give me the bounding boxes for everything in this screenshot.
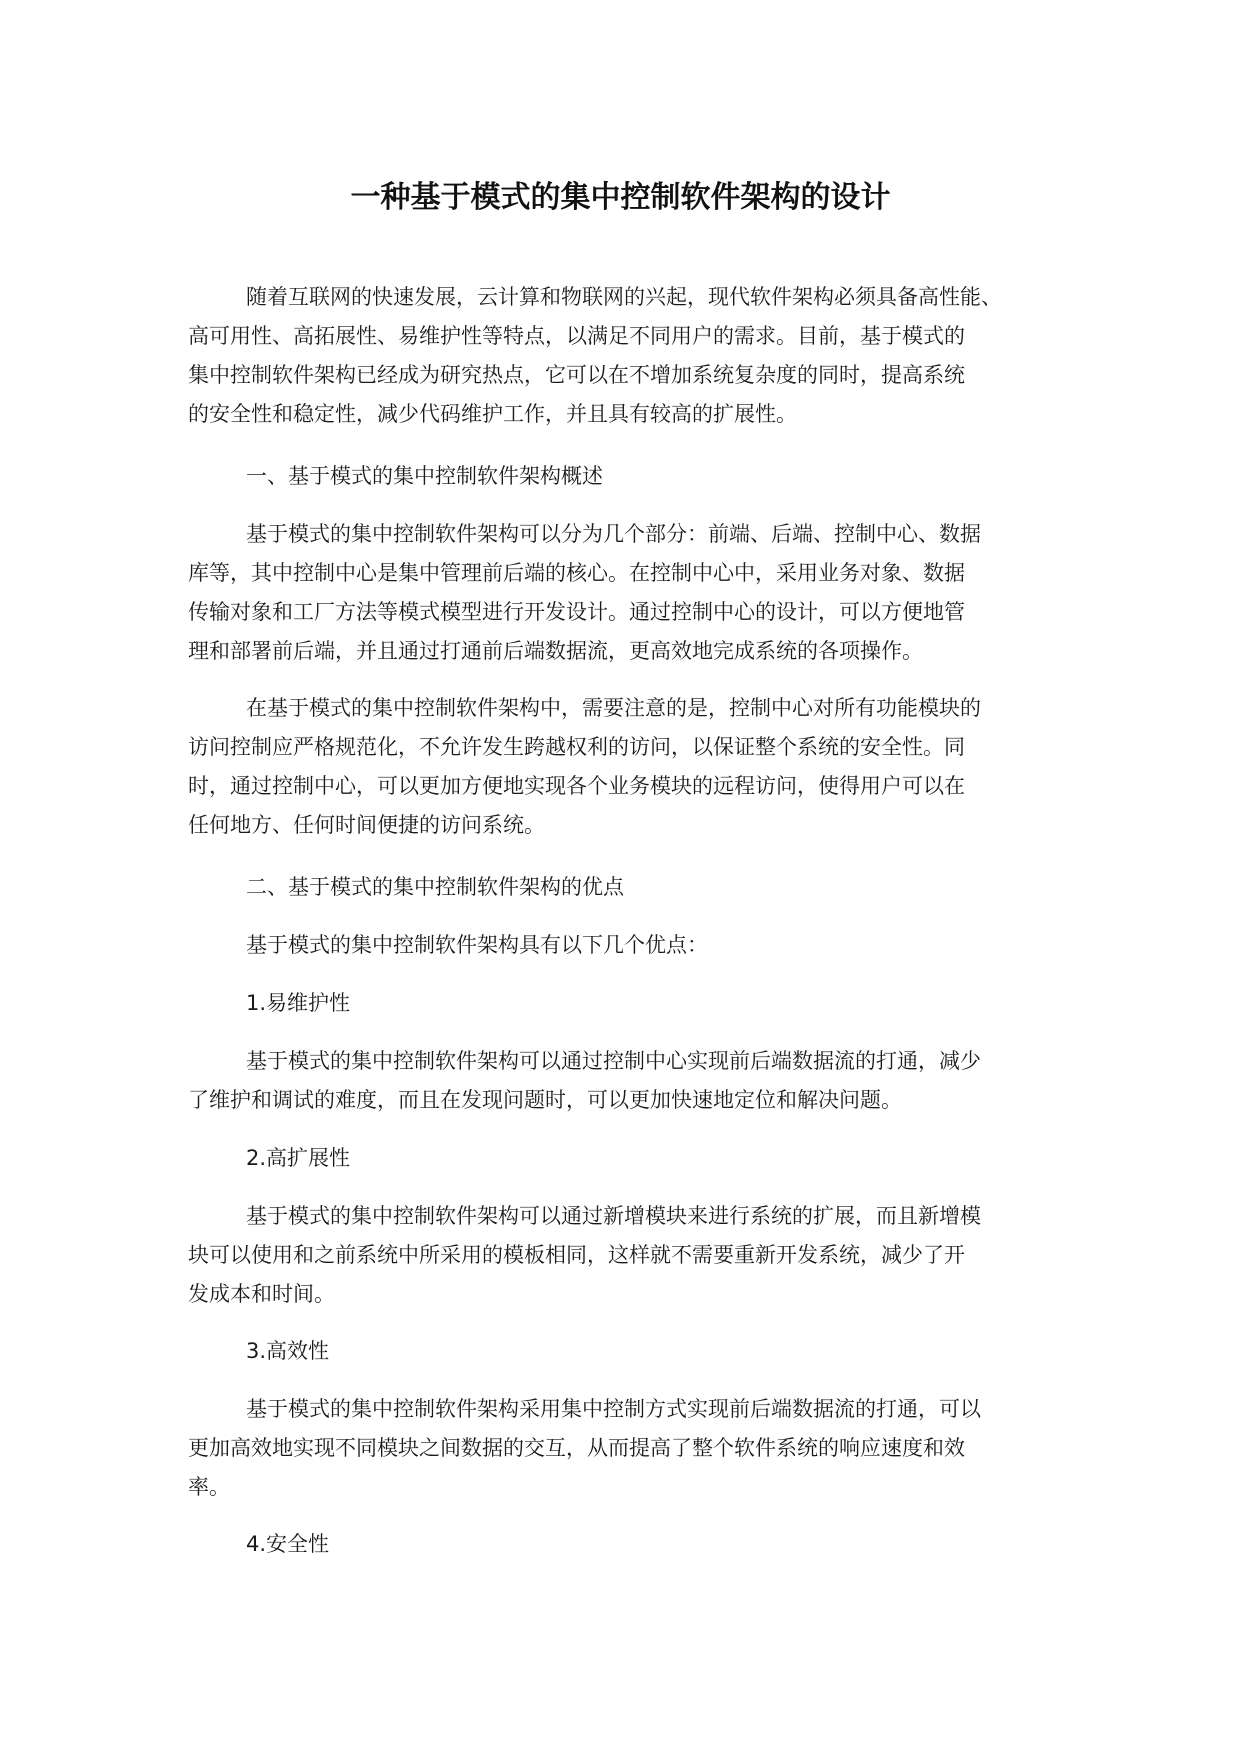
paragraph-line: 库等，其中控制中心是集中管理前后端的核心。在控制中心中，采用业务对象、数据 bbox=[188, 561, 965, 585]
maintainability-paragraph bbox=[188, 1042, 981, 1120]
paragraph-line: 时，通过控制中心，可以更加方便地实现各个业务模块的远程访问，使得用户可以在 bbox=[188, 774, 965, 798]
paragraph-line: 传输对象和工厂方法等模式模型进行开发设计。通过控制中心的设计，可以方便地管 bbox=[188, 600, 965, 624]
paragraph-line: 了维护和调试的难度，而且在发现问题时，可以更加快速地定位和解决问题。 bbox=[188, 1088, 902, 1112]
overview-paragraph-1 bbox=[188, 515, 981, 671]
item-heading-efficiency: 3.高效性 bbox=[246, 1339, 330, 1363]
section-heading-advantages: 二、基于模式的集中控制软件架构的优点 bbox=[246, 875, 624, 899]
paragraph-line: 更加高效地实现不同模块之间数据的交互，从而提高了整个软件系统的响应速度和效 bbox=[188, 1436, 965, 1460]
item-heading-scalability: 2.高扩展性 bbox=[246, 1146, 351, 1170]
paragraph-line: 理和部署前后端，并且通过打通前后端数据流，更高效地完成系统的各项操作。 bbox=[188, 639, 923, 663]
paragraph-line: 基于模式的集中控制软件架构采用集中控制方式实现前后端数据流的打通，可以 bbox=[246, 1397, 981, 1421]
paragraph-line: 集中控制软件架构已经成为研究热点，它可以在不增加系统复杂度的同时，提高系统 bbox=[188, 363, 965, 387]
paragraph-line: 块可以使用和之前系统中所采用的模板相同，这样就不需要重新开发系统，减少了开 bbox=[188, 1243, 965, 1267]
paragraph-line: 基于模式的集中控制软件架构可以通过控制中心实现前后端数据流的打通，减少 bbox=[246, 1049, 981, 1073]
overview-paragraph-2 bbox=[188, 689, 981, 845]
efficiency-paragraph bbox=[188, 1390, 981, 1507]
item-heading-maintainability: 1.易维护性 bbox=[246, 991, 351, 1015]
paragraph-line: 发成本和时间。 bbox=[188, 1282, 335, 1306]
paragraph-line: 基于模式的集中控制软件架构可以通过新增模块来进行系统的扩展，而且新增模 bbox=[246, 1204, 981, 1228]
paragraph-line: 基于模式的集中控制软件架构可以分为几个部分：前端、后端、控制中心、数据 bbox=[246, 522, 981, 546]
intro-paragraph bbox=[188, 278, 1002, 434]
section-heading-overview: 一、基于模式的集中控制软件架构概述 bbox=[246, 464, 603, 488]
paragraph-line: 在基于模式的集中控制软件架构中，需要注意的是，控制中心对所有功能模块的 bbox=[246, 696, 981, 720]
scalability-paragraph bbox=[188, 1197, 981, 1314]
paragraph-line: 随着互联网的快速发展，云计算和物联网的兴起，现代软件架构必须具备高性能、 bbox=[246, 285, 1002, 309]
paragraph-line: 高可用性、高拓展性、易维护性等特点，以满足不同用户的需求。目前，基于模式的 bbox=[188, 324, 965, 348]
item-heading-security: 4.安全性 bbox=[246, 1532, 330, 1556]
document-title: 一种基于模式的集中控制软件架构的设计 bbox=[350, 180, 891, 215]
paragraph-line: 访问控制应严格规范化，不允许发生跨越权利的访问，以保证整个系统的安全性。同 bbox=[188, 735, 965, 759]
paragraph-line: 率。 bbox=[188, 1475, 230, 1499]
paragraph-line: 任何地方、任何时间便捷的访问系统。 bbox=[188, 813, 545, 837]
paragraph-line: 的安全性和稳定性，减少代码维护工作，并且具有较高的扩展性。 bbox=[188, 402, 797, 426]
advantages-lead: 基于模式的集中控制软件架构具有以下几个优点： bbox=[246, 933, 708, 957]
